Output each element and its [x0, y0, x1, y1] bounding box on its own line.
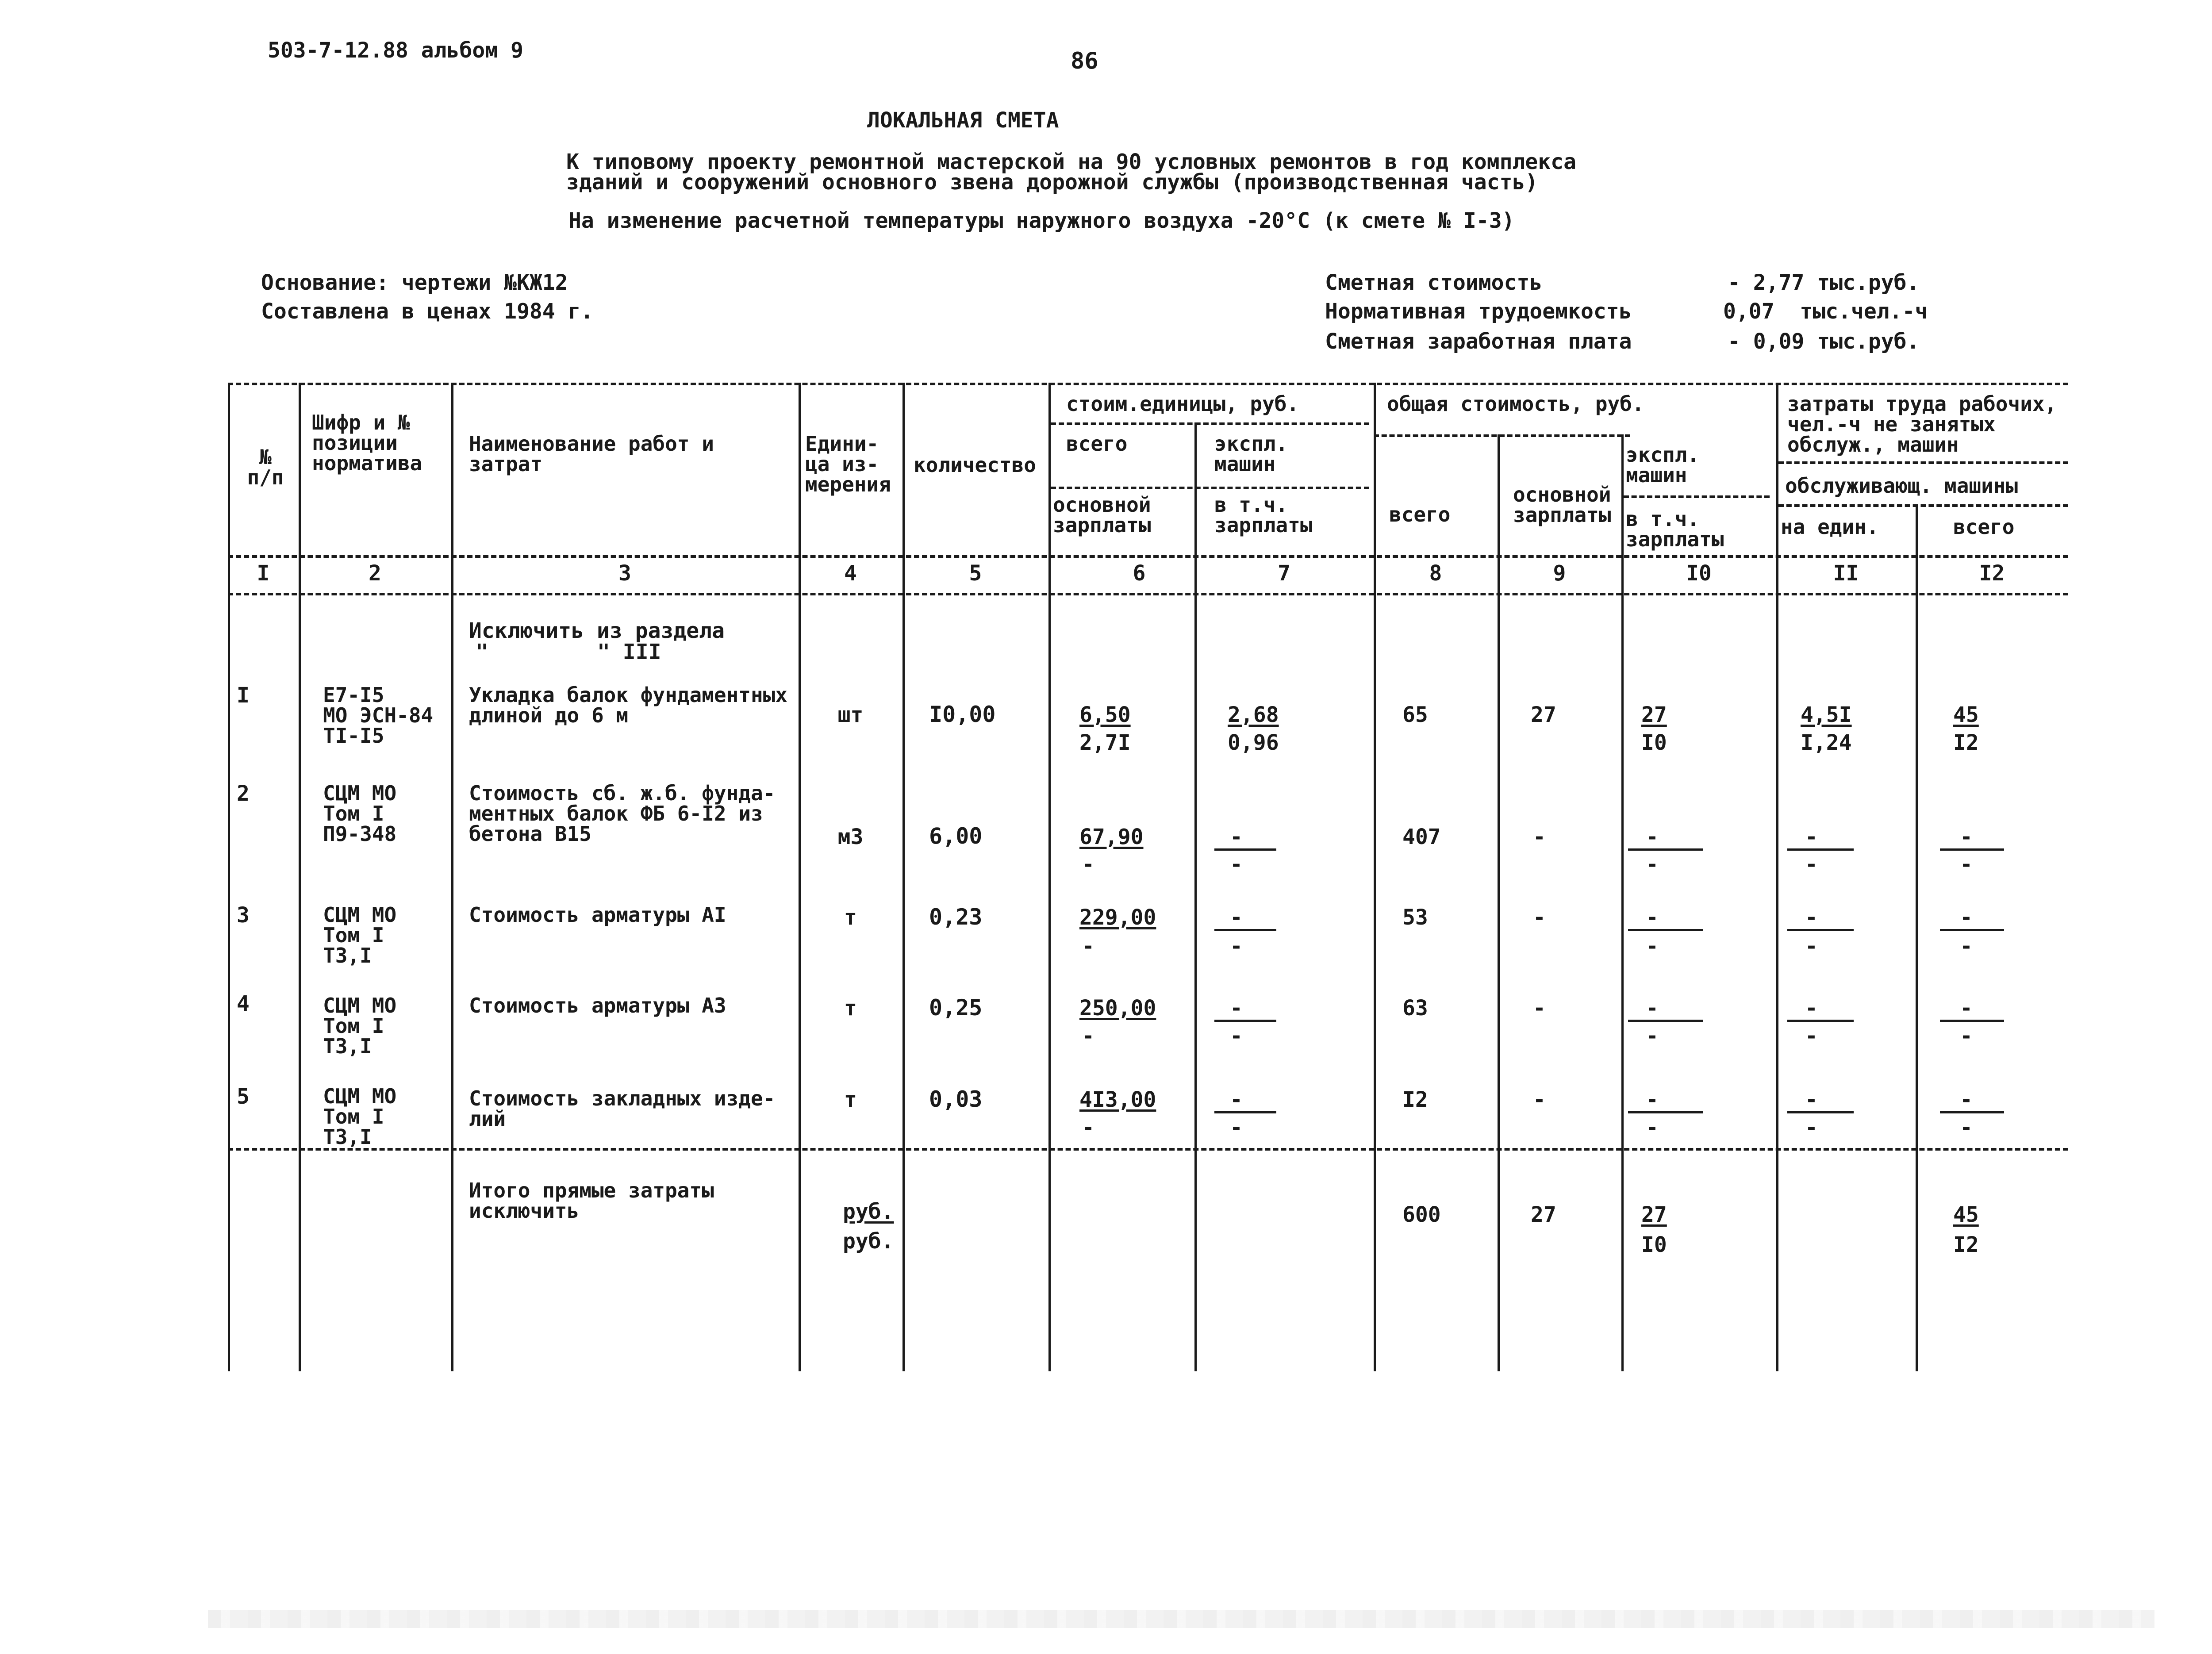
header-rule-g67	[1051, 422, 1369, 425]
row-total-machine-rule	[1628, 1111, 1703, 1113]
total-machine-wage: I0	[1641, 1232, 1667, 1257]
row-unit: т	[844, 905, 857, 930]
row-labor-per-unit-rule	[1787, 848, 1854, 851]
row-unit: шт	[837, 702, 864, 727]
body-bottom-rule	[228, 1148, 2068, 1151]
row-unit-machine: -	[1230, 905, 1243, 930]
row-labor-per-unit-bottom: -	[1805, 1024, 1818, 1048]
row-unit-machine: -	[1230, 996, 1243, 1021]
header-rule-c10	[1624, 495, 1770, 498]
group-header-total-cost: общая стоимость, руб.	[1387, 392, 1644, 416]
row-quantity: 0,23	[929, 904, 983, 930]
row-labor-total-rule	[1940, 1020, 2004, 1022]
row-total: 53	[1402, 905, 1428, 930]
row-unit-machine-wage: -	[1230, 852, 1243, 877]
row-unit-machine-wage: 0,96	[1228, 730, 1279, 755]
wage-value: - 0,09 тыс.руб.	[1728, 329, 1920, 354]
row-unit: т	[844, 996, 857, 1021]
row-code: СЦМ МО Том I Т3,I	[323, 994, 397, 1058]
row-labor-total-rule	[1940, 929, 2004, 931]
total-label: Итого прямые затраты исключить	[469, 1178, 714, 1223]
col-border-2	[451, 383, 453, 1371]
wage-label: Сметная заработная плата	[1325, 329, 1632, 354]
row-number: 3	[237, 903, 250, 928]
col-header-6-bottom: основной зарплаты	[1053, 493, 1151, 537]
col-number-8: 8	[1429, 561, 1442, 586]
row-total-machine-rule	[1628, 848, 1703, 851]
row-unit-machine-wage: -	[1230, 934, 1243, 959]
header-rule-g1112	[1778, 461, 2068, 464]
row-name: Стоимость закладных изде- лий	[469, 1086, 776, 1131]
row-unit-machine-rule	[1214, 1111, 1276, 1113]
doc-code: 503-7-12.88 альбом 9	[268, 38, 523, 63]
row-total-machine-rule	[1628, 1020, 1703, 1022]
col-border-0	[228, 383, 230, 1371]
col-header-5: количество	[914, 453, 1036, 477]
row-total-wage: -	[1533, 905, 1546, 930]
row-labor-total: -	[1960, 996, 1973, 1021]
number-row-rule	[228, 593, 2068, 595]
row-total-wage: -	[1533, 825, 1546, 849]
row-labor-per-unit-rule	[1787, 929, 1854, 931]
row-total: 63	[1402, 996, 1428, 1021]
row-unit-machine: 2,68	[1228, 702, 1279, 727]
row-quantity: 6,00	[929, 823, 983, 849]
total-sum: 600	[1402, 1202, 1441, 1227]
row-name: Стоимость арматуры АI	[469, 903, 726, 927]
row-total: I2	[1402, 1087, 1428, 1112]
row-labor-per-unit-bottom: I,24	[1801, 730, 1852, 755]
col-number-3: 3	[618, 561, 631, 586]
row-quantity: 0,25	[929, 995, 983, 1021]
row-unit-machine-wage: -	[1230, 1115, 1243, 1140]
cost-value: - 2,77 тыс.руб.	[1728, 270, 1920, 295]
row-unit-cost-total: 6,50	[1079, 702, 1131, 727]
total-wage: 27	[1531, 1202, 1556, 1227]
row-total-machine: -	[1646, 905, 1659, 930]
row-labor-total-bottom: I2	[1953, 730, 1979, 755]
row-total-wage: 27	[1531, 702, 1556, 727]
row-name: Укладка балок фундаментных длиной до 6 м	[469, 683, 788, 727]
row-labor-total-bottom: -	[1960, 1115, 1973, 1140]
row-total-machine-wage: I0	[1641, 730, 1667, 755]
prices-line: Составлена в ценах 1984 г.	[261, 299, 594, 324]
row-quantity: 0,03	[929, 1086, 983, 1112]
col-border-1	[299, 383, 301, 1371]
row-labor-per-unit: -	[1805, 825, 1818, 849]
row-unit-cost-wage: 2,7I	[1079, 730, 1131, 755]
row-unit: м3	[837, 825, 864, 849]
section-label: Исключить из раздела	[469, 618, 725, 643]
group-header-labor-sub: обслуживающ. машины	[1785, 474, 2018, 498]
col-header-6-top: всего	[1066, 432, 1128, 456]
row-code: СЦМ МО Том I Т3,I	[323, 903, 397, 967]
row-total-machine: -	[1646, 996, 1659, 1021]
total-unit-top: руб.	[843, 1199, 894, 1224]
row-unit-cost-total: 67,90	[1079, 825, 1144, 849]
row-unit-cost-wage: -	[1082, 934, 1094, 959]
row-unit-cost-total: 229,00	[1079, 905, 1156, 930]
row-total-machine-rule	[1628, 929, 1703, 931]
row-labor-total: -	[1960, 825, 1973, 849]
col-header-10-bottom: в т.ч. зарплаты	[1626, 507, 1724, 551]
row-labor-per-unit: -	[1805, 905, 1818, 930]
col-header-4: Едини- ца из- мерения	[805, 432, 891, 496]
row-unit-cost-wage: -	[1082, 1024, 1094, 1048]
cost-label: Сметная стоимость	[1325, 270, 1543, 295]
col-number-5: 5	[969, 561, 982, 586]
subtitle-line1: К типовому проекту ремонтной мастерской на 90 условных ремонтов в год комплекса	[566, 150, 1576, 174]
row-unit-machine: -	[1230, 1087, 1243, 1112]
col-border-5	[1048, 383, 1051, 1371]
row-labor-total: -	[1960, 1087, 1973, 1112]
row-unit-machine-rule	[1214, 929, 1276, 931]
row-total-machine-wage: -	[1646, 852, 1659, 877]
col-number-2: 2	[369, 561, 381, 586]
subtitle-line2: зданий и сооружений основного звена дорожной службы (производственная часть)	[566, 170, 1538, 195]
total-machine: 27	[1641, 1202, 1667, 1227]
col-number-11: II	[1833, 561, 1859, 586]
col-header-11: на един.	[1781, 515, 1879, 539]
total-unit-bottom: руб.	[843, 1229, 894, 1254]
row-name: Стоимость арматуры А3	[469, 994, 726, 1017]
row-total-machine-wage: -	[1646, 934, 1659, 959]
row-number: 4	[237, 991, 250, 1016]
col-header-7-top: экспл. машин	[1214, 432, 1288, 476]
section-quote-close: " III	[597, 640, 661, 664]
group-header-unit-cost: стоим.единицы, руб.	[1066, 392, 1299, 416]
col-header-8: всего	[1389, 503, 1451, 526]
scan-artifact	[208, 1610, 2154, 1628]
row-total-machine-wage: -	[1646, 1024, 1659, 1048]
col-border-10	[1776, 383, 1778, 1371]
row-unit-machine: -	[1230, 825, 1243, 849]
col-header-10-top: экспл. машин	[1626, 443, 1700, 487]
row-labor-per-unit-bottom: -	[1805, 1115, 1818, 1140]
row-labor-total-rule	[1940, 848, 2004, 851]
section-quote-open: "	[476, 640, 488, 664]
row-total-machine: 27	[1641, 702, 1667, 727]
row-labor-per-unit: -	[1805, 1087, 1818, 1112]
row-total-wage: -	[1533, 996, 1546, 1021]
col-header-12: всего	[1953, 515, 2015, 539]
col-border-7	[1374, 383, 1376, 1371]
estimate-subject: На изменение расчетной температуры наружного воздуха -20°С (к смете № I-3)	[568, 208, 1515, 233]
total-labor: 45	[1953, 1202, 1979, 1227]
page-number: 86	[1071, 48, 1098, 74]
row-unit: т	[844, 1087, 857, 1112]
row-labor-per-unit: -	[1805, 996, 1818, 1021]
row-quantity: I0,00	[929, 702, 996, 727]
header-rule-g810	[1374, 434, 1630, 437]
row-name: Стоимость сб. ж.б. фунда- ментных балок ФБ 6-I2 из бетона В15	[469, 781, 776, 846]
row-unit-cost-wage: -	[1082, 852, 1094, 877]
row-unit-machine-rule	[1214, 1020, 1276, 1022]
labor-label: Нормативная трудоемкость	[1325, 299, 1632, 324]
row-number: 5	[237, 1084, 250, 1109]
col-border-3	[799, 383, 801, 1371]
row-labor-total-bottom: -	[1960, 934, 1973, 959]
col-border-4	[902, 383, 905, 1371]
col-header-9: основной зарплаты	[1513, 483, 1611, 527]
row-labor-per-unit-bottom: -	[1805, 852, 1818, 877]
col-number-1: I	[257, 561, 270, 586]
col-header-3: Наименование работ и затрат	[469, 432, 714, 476]
row-unit-machine-wage: -	[1230, 1024, 1243, 1048]
header-rule-c1112	[1778, 504, 2068, 507]
col-header-7-bottom: в т.ч. зарплаты	[1214, 493, 1313, 537]
row-unit-cost-total: 4I3,00	[1079, 1087, 1156, 1112]
total-labor-bottom: I2	[1953, 1232, 1979, 1257]
col-number-6: 6	[1133, 561, 1146, 586]
col-number-7: 7	[1278, 561, 1290, 586]
row-unit-machine-rule	[1214, 848, 1276, 851]
row-labor-per-unit-rule	[1787, 1020, 1854, 1022]
row-labor-per-unit-bottom: -	[1805, 934, 1818, 959]
row-unit-cost-wage: -	[1082, 1115, 1094, 1140]
row-labor-total: -	[1960, 905, 1973, 930]
table-top-border	[228, 383, 2068, 385]
row-total-machine: -	[1646, 1087, 1659, 1112]
col-number-12: I2	[1979, 561, 2005, 586]
row-total: 65	[1402, 702, 1428, 727]
col-number-9: 9	[1553, 561, 1566, 586]
header-rule-c67	[1051, 487, 1369, 489]
row-labor-per-unit-rule	[1787, 1111, 1854, 1113]
header-bottom-rule	[228, 555, 2068, 558]
col-header-2: Шифр и № позиции норматива	[312, 411, 422, 475]
col-border-11	[1916, 504, 1918, 1371]
group-header-labor: затраты труда рабочих, чел.-ч не занятых обслуж., машин	[1787, 392, 2057, 457]
row-number: I	[237, 683, 250, 708]
row-total-machine: -	[1646, 825, 1659, 849]
row-labor-total: 45	[1953, 702, 1979, 727]
row-labor-per-unit: 4,5I	[1801, 702, 1852, 727]
row-labor-total-rule	[1940, 1111, 2004, 1113]
col-header-1: № п/п	[247, 445, 284, 489]
row-labor-total-bottom: -	[1960, 1024, 1973, 1048]
col-number-4: 4	[844, 561, 857, 586]
row-unit-cost-total: 250,00	[1079, 996, 1156, 1021]
row-total-machine-wage: -	[1646, 1115, 1659, 1140]
row-total: 407	[1402, 825, 1441, 849]
row-number: 2	[237, 781, 250, 806]
basis-line: Основание: чертежи №КЖ12	[261, 270, 568, 295]
row-labor-total-bottom: -	[1960, 852, 1973, 877]
col-number-10: I0	[1686, 561, 1712, 586]
row-total-wage: -	[1533, 1087, 1546, 1112]
row-code: СЦМ МО Том I П9-348	[323, 781, 397, 846]
row-code: Е7-I5 МО ЭСН-84 ТI-I5	[323, 683, 434, 748]
row-code: СЦМ МО Том I Т3,I	[323, 1084, 397, 1149]
labor-value: 0,07 тыс.чел.-ч	[1723, 299, 1928, 324]
page-title: ЛОКАЛЬНАЯ СМЕТА	[867, 108, 1059, 133]
